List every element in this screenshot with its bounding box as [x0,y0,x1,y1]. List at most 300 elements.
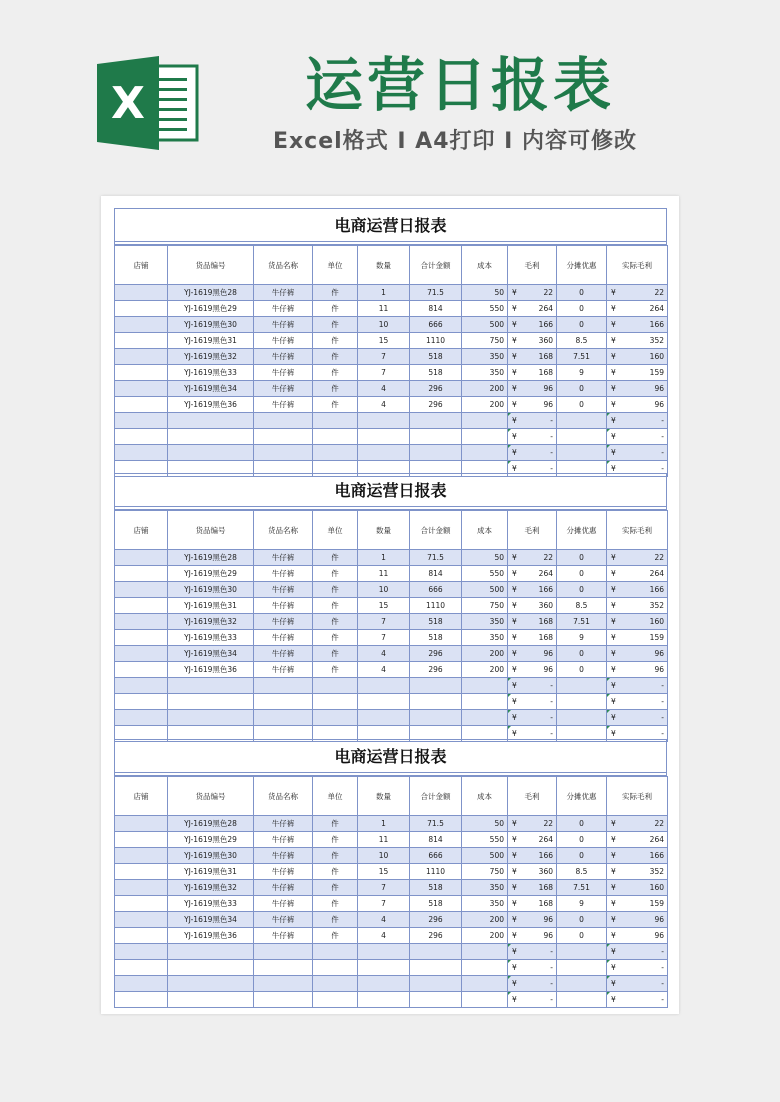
cell-name[interactable]: 牛仔裤 [254,349,313,365]
cell-discount[interactable] [557,445,607,461]
cell-name[interactable] [254,678,313,694]
cell-actual[interactable] [607,598,668,614]
cell-code[interactable]: YJ-1619黑色33 [168,365,254,381]
cell-discount[interactable] [557,944,607,960]
cell-store[interactable] [115,646,168,662]
cell-gross[interactable] [508,349,557,365]
cell-discount[interactable] [557,694,607,710]
cell-qty[interactable]: 15 [358,598,410,614]
cell-cost[interactable] [462,445,508,461]
cell-name[interactable]: 牛仔裤 [254,864,313,880]
cell-qty[interactable]: 4 [358,912,410,928]
cell-code[interactable]: YJ-1619黑色30 [168,582,254,598]
cell-store[interactable] [115,598,168,614]
cell-total[interactable]: 71.5 [410,285,462,301]
cell-total[interactable] [410,960,462,976]
cell-qty[interactable]: 4 [358,928,410,944]
cell-unit[interactable]: 件 [313,285,358,301]
cell-gross[interactable] [508,912,557,928]
cell-store[interactable] [115,550,168,566]
cell-cost[interactable]: 350 [462,880,508,896]
cell-unit[interactable] [313,960,358,976]
cell-unit[interactable]: 件 [313,880,358,896]
cell-total[interactable] [410,413,462,429]
cell-gross[interactable] [508,429,557,445]
cell-unit[interactable] [313,694,358,710]
cell-cost[interactable]: 50 [462,816,508,832]
cell-qty[interactable]: 1 [358,816,410,832]
cell-qty[interactable] [358,944,410,960]
cell-actual[interactable] [607,317,668,333]
cell-code[interactable]: YJ-1619黑色34 [168,646,254,662]
cell-actual[interactable] [607,429,668,445]
cell-total[interactable]: 814 [410,832,462,848]
cell-cost[interactable]: 200 [462,928,508,944]
cell-unit[interactable] [313,976,358,992]
cell-discount[interactable]: 9 [557,365,607,381]
cell-qty[interactable] [358,710,410,726]
cell-store[interactable] [115,317,168,333]
cell-cost[interactable] [462,960,508,976]
cell-qty[interactable]: 4 [358,397,410,413]
cell-qty[interactable]: 7 [358,896,410,912]
cell-unit[interactable]: 件 [313,848,358,864]
cell-actual[interactable] [607,646,668,662]
cell-actual[interactable] [607,630,668,646]
cell-actual[interactable] [607,301,668,317]
cell-store[interactable] [115,880,168,896]
cell-gross[interactable] [508,944,557,960]
cell-gross[interactable] [508,582,557,598]
cell-actual[interactable] [607,710,668,726]
cell-qty[interactable]: 10 [358,317,410,333]
cell-gross[interactable] [508,816,557,832]
cell-code[interactable] [168,976,254,992]
cell-code[interactable] [168,960,254,976]
cell-store[interactable] [115,365,168,381]
cell-unit[interactable] [313,429,358,445]
cell-actual[interactable] [607,678,668,694]
cell-gross[interactable] [508,598,557,614]
cell-code[interactable]: YJ-1619黑色31 [168,333,254,349]
cell-total[interactable] [410,445,462,461]
cell-cost[interactable]: 200 [462,912,508,928]
cell-code[interactable]: YJ-1619黑色29 [168,832,254,848]
cell-discount[interactable]: 0 [557,816,607,832]
cell-store[interactable] [115,816,168,832]
cell-code[interactable]: YJ-1619黑色28 [168,285,254,301]
cell-total[interactable]: 518 [410,630,462,646]
cell-actual[interactable] [607,864,668,880]
cell-discount[interactable] [557,976,607,992]
cell-discount[interactable]: 7.51 [557,614,607,630]
cell-unit[interactable]: 件 [313,365,358,381]
cell-cost[interactable]: 350 [462,630,508,646]
cell-qty[interactable]: 10 [358,582,410,598]
cell-unit[interactable]: 件 [313,566,358,582]
cell-store[interactable] [115,614,168,630]
cell-gross[interactable] [508,381,557,397]
cell-unit[interactable]: 件 [313,397,358,413]
cell-total[interactable]: 666 [410,848,462,864]
cell-name[interactable]: 牛仔裤 [254,365,313,381]
cell-qty[interactable] [358,976,410,992]
cell-unit[interactable]: 件 [313,864,358,880]
cell-discount[interactable]: 0 [557,912,607,928]
cell-name[interactable]: 牛仔裤 [254,880,313,896]
cell-cost[interactable] [462,992,508,1008]
cell-cost[interactable]: 200 [462,646,508,662]
cell-discount[interactable]: 7.51 [557,880,607,896]
cell-name[interactable]: 牛仔裤 [254,646,313,662]
cell-code[interactable]: YJ-1619黑色34 [168,912,254,928]
cell-unit[interactable] [313,710,358,726]
cell-name[interactable]: 牛仔裤 [254,896,313,912]
cell-name[interactable] [254,429,313,445]
cell-actual[interactable] [607,582,668,598]
cell-store[interactable] [115,333,168,349]
cell-qty[interactable]: 4 [358,646,410,662]
cell-store[interactable] [115,582,168,598]
cell-name[interactable]: 牛仔裤 [254,317,313,333]
cell-actual[interactable] [607,662,668,678]
cell-actual[interactable] [607,912,668,928]
cell-discount[interactable]: 0 [557,317,607,333]
cell-store[interactable] [115,445,168,461]
cell-cost[interactable]: 200 [462,397,508,413]
cell-qty[interactable]: 15 [358,864,410,880]
cell-store[interactable] [115,848,168,864]
cell-code[interactable] [168,694,254,710]
cell-actual[interactable] [607,992,668,1008]
cell-cost[interactable]: 50 [462,550,508,566]
cell-total[interactable]: 814 [410,566,462,582]
cell-qty[interactable]: 7 [358,349,410,365]
cell-total[interactable] [410,694,462,710]
cell-discount[interactable]: 0 [557,550,607,566]
cell-cost[interactable]: 500 [462,317,508,333]
cell-name[interactable] [254,976,313,992]
cell-discount[interactable]: 0 [557,285,607,301]
cell-total[interactable] [410,976,462,992]
cell-qty[interactable] [358,992,410,1008]
cell-discount[interactable]: 0 [557,832,607,848]
cell-name[interactable]: 牛仔裤 [254,566,313,582]
cell-code[interactable]: YJ-1619黑色31 [168,864,254,880]
cell-unit[interactable]: 件 [313,912,358,928]
cell-discount[interactable]: 0 [557,566,607,582]
cell-qty[interactable] [358,960,410,976]
cell-discount[interactable]: 7.51 [557,349,607,365]
cell-gross[interactable] [508,317,557,333]
cell-code[interactable]: YJ-1619黑色33 [168,630,254,646]
cell-actual[interactable] [607,413,668,429]
cell-total[interactable]: 71.5 [410,550,462,566]
cell-qty[interactable]: 4 [358,662,410,678]
cell-code[interactable]: YJ-1619黑色34 [168,381,254,397]
cell-total[interactable]: 666 [410,582,462,598]
cell-total[interactable] [410,944,462,960]
cell-name[interactable] [254,445,313,461]
cell-qty[interactable]: 11 [358,301,410,317]
cell-discount[interactable]: 9 [557,630,607,646]
cell-discount[interactable]: 0 [557,381,607,397]
cell-code[interactable]: YJ-1619黑色36 [168,662,254,678]
cell-actual[interactable] [607,365,668,381]
cell-code[interactable]: YJ-1619黑色36 [168,928,254,944]
cell-discount[interactable]: 0 [557,397,607,413]
cell-discount[interactable]: 0 [557,848,607,864]
cell-total[interactable]: 518 [410,896,462,912]
cell-cost[interactable] [462,429,508,445]
cell-name[interactable]: 牛仔裤 [254,301,313,317]
cell-qty[interactable] [358,678,410,694]
cell-code[interactable] [168,413,254,429]
cell-name[interactable]: 牛仔裤 [254,630,313,646]
cell-store[interactable] [115,349,168,365]
cell-code[interactable] [168,710,254,726]
cell-total[interactable] [410,678,462,694]
cell-gross[interactable] [508,848,557,864]
cell-name[interactable]: 牛仔裤 [254,333,313,349]
cell-gross[interactable] [508,333,557,349]
cell-actual[interactable] [607,397,668,413]
cell-qty[interactable] [358,445,410,461]
cell-gross[interactable] [508,646,557,662]
cell-total[interactable] [410,710,462,726]
cell-store[interactable] [115,832,168,848]
cell-total[interactable]: 518 [410,614,462,630]
cell-cost[interactable]: 750 [462,333,508,349]
cell-code[interactable]: YJ-1619黑色32 [168,880,254,896]
cell-gross[interactable] [508,880,557,896]
cell-name[interactable]: 牛仔裤 [254,912,313,928]
cell-unit[interactable]: 件 [313,550,358,566]
cell-cost[interactable]: 550 [462,566,508,582]
cell-store[interactable] [115,301,168,317]
cell-name[interactable] [254,960,313,976]
cell-qty[interactable]: 1 [358,550,410,566]
cell-name[interactable]: 牛仔裤 [254,832,313,848]
cell-qty[interactable]: 15 [358,333,410,349]
cell-code[interactable]: YJ-1619黑色36 [168,397,254,413]
cell-code[interactable]: YJ-1619黑色30 [168,848,254,864]
cell-qty[interactable]: 1 [358,285,410,301]
cell-total[interactable]: 1110 [410,598,462,614]
cell-store[interactable] [115,944,168,960]
cell-cost[interactable]: 500 [462,848,508,864]
cell-discount[interactable]: 9 [557,896,607,912]
cell-unit[interactable] [313,992,358,1008]
cell-code[interactable]: YJ-1619黑色33 [168,896,254,912]
cell-gross[interactable] [508,365,557,381]
cell-store[interactable] [115,864,168,880]
cell-gross[interactable] [508,694,557,710]
cell-cost[interactable] [462,944,508,960]
cell-gross[interactable] [508,614,557,630]
cell-cost[interactable]: 50 [462,285,508,301]
cell-code[interactable] [168,944,254,960]
cell-store[interactable] [115,960,168,976]
cell-qty[interactable] [358,694,410,710]
cell-actual[interactable] [607,960,668,976]
cell-actual[interactable] [607,832,668,848]
cell-discount[interactable] [557,413,607,429]
cell-discount[interactable]: 8.5 [557,598,607,614]
cell-actual[interactable] [607,694,668,710]
cell-total[interactable]: 1110 [410,333,462,349]
cell-code[interactable] [168,445,254,461]
cell-gross[interactable] [508,413,557,429]
cell-code[interactable]: YJ-1619黑色32 [168,614,254,630]
cell-code[interactable]: YJ-1619黑色29 [168,566,254,582]
cell-qty[interactable]: 10 [358,848,410,864]
cell-gross[interactable] [508,832,557,848]
cell-unit[interactable] [313,445,358,461]
cell-unit[interactable]: 件 [313,317,358,333]
cell-gross[interactable] [508,550,557,566]
cell-actual[interactable] [607,566,668,582]
cell-cost[interactable]: 200 [462,381,508,397]
cell-actual[interactable] [607,333,668,349]
cell-cost[interactable] [462,694,508,710]
cell-store[interactable] [115,992,168,1008]
cell-gross[interactable] [508,285,557,301]
cell-total[interactable]: 71.5 [410,816,462,832]
cell-name[interactable]: 牛仔裤 [254,381,313,397]
cell-name[interactable]: 牛仔裤 [254,662,313,678]
cell-name[interactable]: 牛仔裤 [254,598,313,614]
cell-cost[interactable]: 550 [462,301,508,317]
cell-actual[interactable] [607,445,668,461]
cell-name[interactable] [254,694,313,710]
cell-cost[interactable]: 500 [462,582,508,598]
cell-code[interactable]: YJ-1619黑色28 [168,816,254,832]
cell-cost[interactable] [462,413,508,429]
cell-gross[interactable] [508,630,557,646]
cell-code[interactable]: YJ-1619黑色28 [168,550,254,566]
cell-total[interactable]: 1110 [410,864,462,880]
cell-total[interactable]: 296 [410,397,462,413]
cell-name[interactable] [254,710,313,726]
cell-actual[interactable] [607,349,668,365]
cell-actual[interactable] [607,381,668,397]
cell-cost[interactable]: 750 [462,598,508,614]
cell-gross[interactable] [508,445,557,461]
cell-name[interactable] [254,413,313,429]
cell-discount[interactable]: 0 [557,646,607,662]
cell-qty[interactable]: 11 [358,832,410,848]
cell-total[interactable]: 666 [410,317,462,333]
cell-gross[interactable] [508,960,557,976]
cell-discount[interactable] [557,429,607,445]
cell-cost[interactable]: 550 [462,832,508,848]
cell-actual[interactable] [607,944,668,960]
cell-name[interactable] [254,944,313,960]
cell-qty[interactable] [358,413,410,429]
cell-gross[interactable] [508,566,557,582]
cell-name[interactable]: 牛仔裤 [254,614,313,630]
cell-gross[interactable] [508,397,557,413]
cell-store[interactable] [115,381,168,397]
cell-unit[interactable] [313,944,358,960]
cell-store[interactable] [115,896,168,912]
cell-unit[interactable]: 件 [313,333,358,349]
cell-store[interactable] [115,662,168,678]
cell-discount[interactable]: 0 [557,928,607,944]
cell-discount[interactable] [557,710,607,726]
cell-store[interactable] [115,413,168,429]
cell-store[interactable] [115,630,168,646]
cell-name[interactable]: 牛仔裤 [254,285,313,301]
cell-store[interactable] [115,285,168,301]
cell-store[interactable] [115,694,168,710]
cell-code[interactable]: YJ-1619黑色30 [168,317,254,333]
cell-total[interactable]: 518 [410,880,462,896]
cell-cost[interactable]: 350 [462,349,508,365]
cell-actual[interactable] [607,848,668,864]
cell-store[interactable] [115,397,168,413]
cell-cost[interactable]: 350 [462,896,508,912]
cell-unit[interactable]: 件 [313,614,358,630]
cell-qty[interactable]: 11 [358,566,410,582]
cell-discount[interactable] [557,992,607,1008]
cell-gross[interactable] [508,864,557,880]
cell-actual[interactable] [607,896,668,912]
cell-unit[interactable]: 件 [313,598,358,614]
cell-unit[interactable] [313,413,358,429]
cell-unit[interactable]: 件 [313,646,358,662]
cell-code[interactable]: YJ-1619黑色32 [168,349,254,365]
cell-name[interactable]: 牛仔裤 [254,550,313,566]
cell-qty[interactable]: 4 [358,381,410,397]
cell-unit[interactable]: 件 [313,928,358,944]
cell-name[interactable] [254,992,313,1008]
cell-cost[interactable] [462,678,508,694]
cell-name[interactable]: 牛仔裤 [254,816,313,832]
cell-cost[interactable] [462,710,508,726]
cell-code[interactable]: YJ-1619黑色31 [168,598,254,614]
cell-store[interactable] [115,710,168,726]
cell-unit[interactable]: 件 [313,662,358,678]
cell-qty[interactable]: 7 [358,614,410,630]
cell-cost[interactable]: 200 [462,662,508,678]
cell-name[interactable]: 牛仔裤 [254,848,313,864]
cell-unit[interactable]: 件 [313,832,358,848]
cell-cost[interactable] [462,976,508,992]
cell-code[interactable] [168,429,254,445]
cell-total[interactable]: 296 [410,912,462,928]
cell-unit[interactable]: 件 [313,582,358,598]
cell-gross[interactable] [508,301,557,317]
cell-gross[interactable] [508,976,557,992]
cell-total[interactable] [410,992,462,1008]
cell-gross[interactable] [508,992,557,1008]
cell-store[interactable] [115,928,168,944]
cell-qty[interactable] [358,429,410,445]
cell-unit[interactable] [313,678,358,694]
cell-store[interactable] [115,678,168,694]
cell-discount[interactable]: 8.5 [557,864,607,880]
cell-total[interactable]: 518 [410,349,462,365]
cell-qty[interactable]: 7 [358,880,410,896]
cell-unit[interactable]: 件 [313,301,358,317]
cell-total[interactable]: 296 [410,381,462,397]
cell-total[interactable]: 296 [410,928,462,944]
cell-name[interactable]: 牛仔裤 [254,582,313,598]
cell-actual[interactable] [607,614,668,630]
cell-store[interactable] [115,976,168,992]
